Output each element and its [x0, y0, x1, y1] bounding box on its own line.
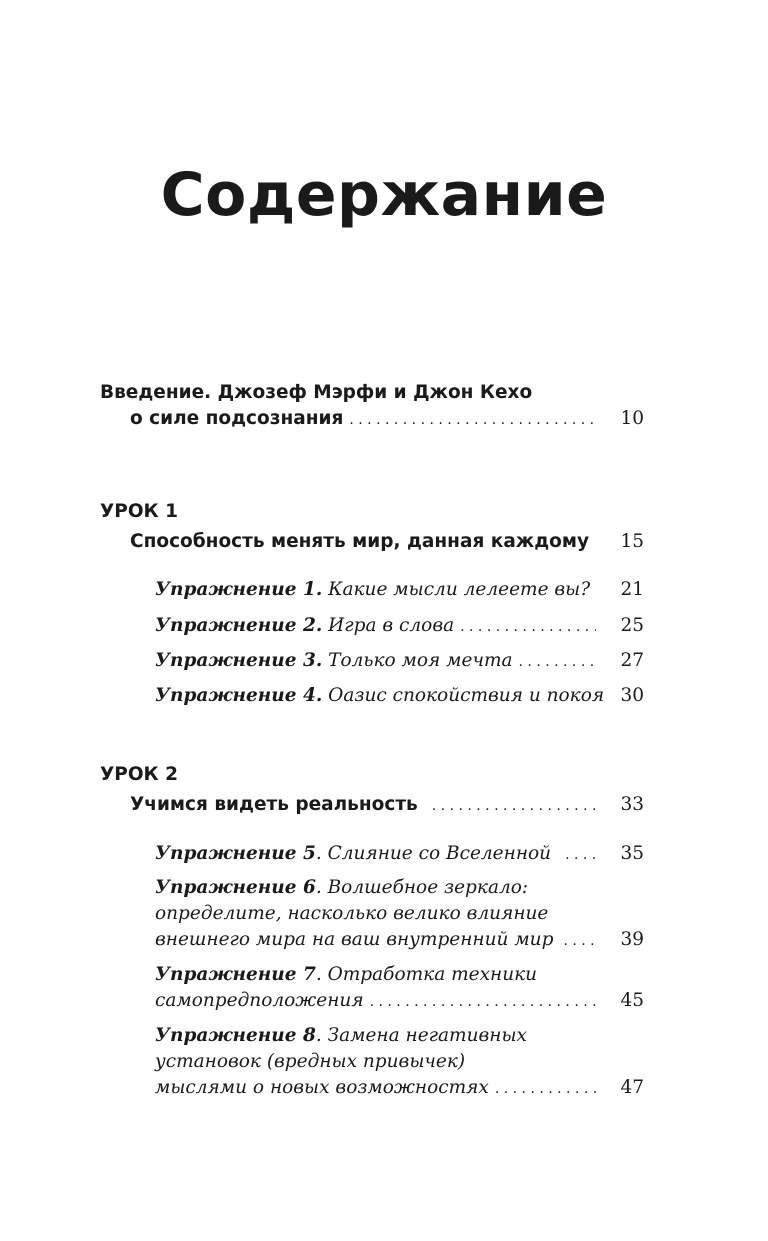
exercise-6-line1[interactable] — [155, 877, 528, 898]
dot-leader — [495, 1081, 596, 1097]
page-title: Содержание — [160, 160, 608, 230]
exercise-4-entry[interactable] — [155, 685, 604, 706]
dot-leader — [595, 535, 596, 551]
exercise-8-title-line3: мыслями о новых возможностях — [155, 1077, 489, 1098]
exercise-8-title-line1: . Замена негативных — [315, 1025, 527, 1046]
exercise-4-label: Упражнение 4. — [155, 685, 323, 706]
exercise-6-page-number: 39 — [620, 929, 644, 950]
dot-leader — [565, 847, 596, 863]
exercise-4-page-number: 30 — [620, 685, 644, 706]
intro-title-line1: Введение. Джозеф Мэрфи и Джон Кехо — [100, 382, 533, 403]
dot-leader — [349, 412, 596, 428]
exercise-3-entry[interactable] — [155, 650, 602, 671]
exercise-2-title: Игра в слова — [328, 615, 455, 636]
exercise-4-title: Оазис спокойствия и покоя — [328, 685, 605, 706]
lesson2-entry[interactable] — [130, 794, 602, 815]
exercise-1-entry[interactable] — [155, 579, 602, 600]
lesson2-heading: УРОК 2 — [100, 764, 178, 785]
dot-leader — [432, 798, 596, 814]
exercise-7-page-number: 45 — [620, 990, 644, 1011]
lesson1-entry[interactable] — [130, 531, 602, 552]
exercise-3-label: Упражнение 3. — [155, 650, 323, 671]
exercise-1-label: Упражнение 1. — [155, 579, 323, 600]
exercise-5-entry[interactable] — [155, 843, 602, 864]
exercise-3-page-number: 27 — [620, 650, 644, 671]
dot-leader — [563, 933, 596, 949]
exercise-8-entry[interactable] — [155, 1077, 602, 1098]
dot-leader — [519, 654, 596, 670]
intro-entry[interactable] — [130, 408, 602, 429]
exercise-5-page-number: 35 — [620, 843, 644, 864]
exercise-6-title-line3: внешнего мира на ваш внутренний мир — [155, 929, 554, 950]
exercise-6-label: Упражнение 6 — [155, 877, 316, 898]
lesson2-title: Учимся видеть реальность — [130, 794, 418, 815]
intro-title-line2: о силе подсознания — [130, 408, 344, 429]
exercise-8-title-line2: установок (вредных привычек) — [155, 1051, 466, 1072]
exercise-7-title-line1: . Отработка техники — [315, 964, 538, 985]
lesson1-page-number: 15 — [620, 531, 644, 552]
exercise-1-page-number: 21 — [620, 579, 644, 600]
lesson1-title: Способность менять мир, данная каждому — [130, 531, 590, 552]
exercise-7-title-line2: самопредположения — [155, 990, 364, 1011]
lesson2-page-number: 33 — [620, 794, 644, 815]
exercise-2-page-number: 25 — [620, 615, 644, 636]
exercise-7-line1[interactable] — [155, 964, 537, 985]
exercise-6-entry[interactable] — [155, 929, 602, 950]
exercise-8-line1[interactable] — [155, 1025, 527, 1046]
intro-page-number: 10 — [620, 408, 644, 429]
exercise-5-label: Упражнение 5 — [155, 843, 316, 864]
lesson1-heading: УРОК 1 — [100, 501, 178, 522]
dot-leader — [370, 994, 596, 1010]
exercise-7-entry[interactable] — [155, 990, 602, 1011]
exercise-5-title: . Слияние со Вселенной — [315, 843, 552, 864]
exercise-6-title-line2: определите, насколько велико влияние — [155, 903, 549, 924]
exercise-2-label: Упражнение 2. — [155, 615, 323, 636]
exercise-7-label: Упражнение 7 — [155, 964, 316, 985]
exercise-8-label: Упражнение 8 — [155, 1025, 316, 1046]
exercise-1-title: Какие мысли лелеете вы? — [328, 579, 591, 600]
dot-leader — [460, 619, 596, 635]
exercise-3-title: Только моя мечта — [328, 650, 513, 671]
exercise-8-page-number: 47 — [620, 1077, 644, 1098]
exercise-2-entry[interactable] — [155, 615, 602, 636]
exercise-6-title-line1: . Волшебное зеркало: — [315, 877, 529, 898]
